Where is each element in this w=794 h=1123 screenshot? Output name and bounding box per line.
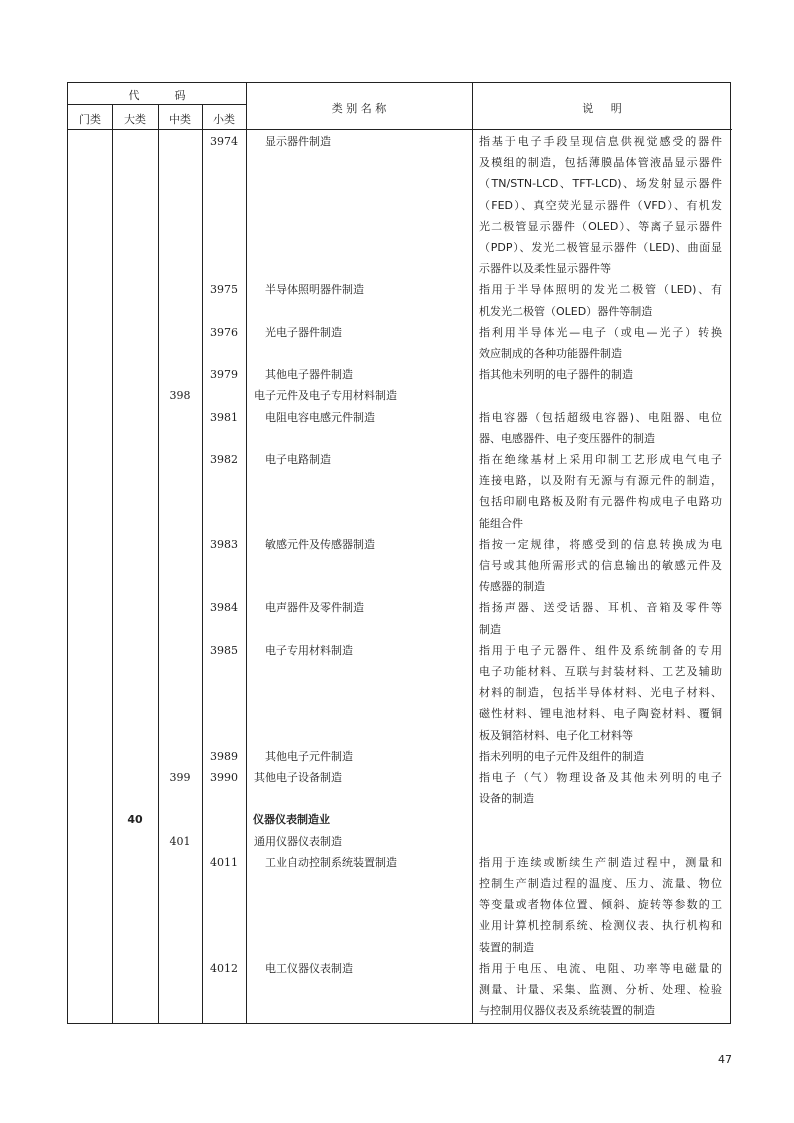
row-category-name: 工业自动控制系统装置制造 bbox=[265, 855, 397, 869]
row-description bbox=[479, 131, 722, 279]
row-xiao-code: 3985 bbox=[210, 643, 238, 657]
header-divider bbox=[68, 104, 246, 105]
description-line: 指用于电压、电流、电阻、功率等电磁量的 bbox=[479, 961, 722, 975]
description-line: 指利用半导体光—电子（或电—光子）转换 bbox=[479, 325, 722, 339]
row-category-name: 电声器件及零件制造 bbox=[265, 601, 364, 615]
description-line: 传感器的制造 bbox=[479, 580, 545, 594]
row-category-name: 其他电子器件制造 bbox=[265, 368, 353, 382]
row-xiao-code: 3975 bbox=[210, 283, 238, 297]
row-description bbox=[479, 640, 722, 746]
header-code: 代 码 bbox=[128, 89, 186, 102]
col-divider bbox=[202, 105, 203, 1023]
description-line: 装置的制造 bbox=[479, 940, 534, 954]
description-line: （TN/STN-LCD、TFT-LCD)、场发射显示器件 bbox=[479, 177, 722, 191]
row-description bbox=[479, 322, 722, 364]
description-line: 电子功能材料、互联与封装材料、工艺及辅助 bbox=[479, 664, 722, 678]
description-line: 连接电路，以及附有无源与有源元件的制造， bbox=[479, 474, 722, 488]
row-description bbox=[479, 767, 722, 809]
row-category-name: 显示器件制造 bbox=[265, 135, 331, 148]
row-description bbox=[479, 597, 722, 639]
description-line: 效应制成的各种功能器件制造 bbox=[479, 346, 622, 360]
description-line: 板及铜箔材料、电子化工材料等 bbox=[479, 728, 633, 742]
row-description bbox=[479, 449, 722, 534]
row-category-name: 电子元件及电子专用材料制造 bbox=[254, 389, 397, 403]
col-divider bbox=[112, 105, 113, 1023]
row-category-name: 其他电子元件制造 bbox=[265, 749, 353, 763]
row-category-name: 电工仪器仪表制造 bbox=[265, 961, 353, 975]
header-da: 大类 bbox=[124, 113, 146, 126]
row-xiao-code: 3982 bbox=[210, 453, 238, 466]
row-da-code: 40 bbox=[127, 813, 143, 827]
row-xiao-code: 3981 bbox=[210, 410, 238, 424]
row-category-name: 通用仪器仪表制造 bbox=[254, 834, 342, 848]
description-line: 包括印刷电路板及附有元器件构成电子电路功 bbox=[479, 495, 722, 509]
row-xiao-code: 3974 bbox=[210, 135, 238, 148]
description-line: 信号或其他所需形式的信息输出的敏感元件及 bbox=[479, 558, 722, 572]
header-men: 门类 bbox=[79, 113, 101, 126]
row-zhong-code: 399 bbox=[169, 771, 191, 784]
header-desc: 说 明 bbox=[582, 102, 622, 115]
row-xiao-code: 4011 bbox=[210, 855, 238, 869]
row-xiao-code: 3990 bbox=[210, 771, 238, 784]
description-line: 指按一定规律，将感受到的信息转换成为电 bbox=[479, 537, 722, 551]
description-line: 指用于半导体照明的发光二极管（LED)、有 bbox=[479, 283, 722, 297]
header-bottom bbox=[68, 129, 732, 130]
row-xiao-code: 4012 bbox=[210, 961, 238, 975]
row-category-name: 其他电子设备制造 bbox=[254, 771, 342, 784]
description-line: 制造 bbox=[479, 622, 501, 636]
row-xiao-code: 3984 bbox=[210, 601, 238, 615]
row-category-name: 光电子器件制造 bbox=[265, 325, 342, 339]
description-line: 等变量或者物体位置、倾斜、旋转等参数的工 bbox=[479, 898, 722, 912]
description-line: 指电子（气）物理设备及其他未列明的电子 bbox=[479, 771, 722, 784]
description-line: （PDP）、发光二极管显示器件（LED)、曲面显 bbox=[479, 240, 722, 254]
row-description bbox=[479, 279, 722, 321]
row-description bbox=[479, 852, 722, 958]
row-category-name: 电子电路制造 bbox=[265, 453, 331, 466]
row-description bbox=[479, 958, 722, 1022]
col-divider bbox=[158, 105, 159, 1023]
description-line: 设备的制造 bbox=[479, 792, 534, 806]
header-zhong: 中类 bbox=[169, 113, 191, 126]
description-line: 业用计算机控制系统、检测仪表、执行机构和 bbox=[479, 919, 722, 933]
description-line: 指未列明的电子元件及组件的制造 bbox=[479, 749, 644, 763]
row-description bbox=[479, 407, 722, 449]
row-zhong-code: 401 bbox=[169, 834, 191, 848]
description-line: 指扬声器、送受话器、耳机、音箱及零件等 bbox=[479, 601, 722, 615]
col-divider bbox=[472, 83, 473, 1023]
description-line: 控制生产制造过程的温度、压力、流量、物位 bbox=[479, 876, 722, 890]
description-line: 器、电感器件、电子变压器件的制造 bbox=[479, 431, 655, 445]
header-xiao: 小类 bbox=[213, 113, 235, 126]
description-line: （FED）、真空荧光显示器件（VFD）、有机发 bbox=[479, 198, 722, 212]
row-description bbox=[479, 534, 722, 598]
description-line: 指基于电子手段呈现信息供视觉感受的器件 bbox=[479, 135, 722, 148]
header-name: 类 别 名 称 bbox=[331, 102, 387, 115]
row-xiao-code: 3989 bbox=[210, 749, 238, 763]
description-line: 示器件以及柔性显示器件等 bbox=[479, 262, 611, 276]
row-xiao-code: 3983 bbox=[210, 537, 238, 551]
row-xiao-code: 3976 bbox=[210, 325, 238, 339]
row-xiao-code: 3979 bbox=[210, 368, 238, 382]
row-category-name: 电子专用材料制造 bbox=[265, 643, 353, 657]
description-line: 指其他未列明的电子器件的制造 bbox=[479, 368, 633, 382]
description-line: 指用于电子元器件、组件及系统制备的专用 bbox=[479, 643, 722, 657]
row-description bbox=[479, 746, 722, 767]
description-line: 指电容器（包括超级电容器)、电阻器、电位 bbox=[479, 410, 722, 424]
description-line: 磁性材料、锂电池材料、电子陶瓷材料、覆铜 bbox=[479, 707, 722, 721]
row-category-name: 仪器仪表制造业 bbox=[253, 813, 330, 827]
description-line: 与控制用仪器仪表及系统装置的制造 bbox=[479, 1004, 655, 1018]
description-line: 测量、计量、采集、监测、分析、处理、检验 bbox=[479, 982, 722, 996]
description-line: 机发光二极管（OLED）器件等制造 bbox=[479, 304, 653, 318]
description-line: 指用于连续或断续生产制造过程中，测量和 bbox=[479, 855, 722, 869]
classification-table bbox=[67, 82, 731, 1024]
row-zhong-code: 398 bbox=[169, 389, 191, 403]
description-line: 能组合件 bbox=[479, 516, 523, 530]
description-line: 及模组的制造，包括薄膜晶体管液晶显示器件 bbox=[479, 156, 722, 170]
row-category-name: 敏感元件及传感器制造 bbox=[265, 537, 375, 551]
description-line: 指在绝缘基材上采用印制工艺形成电气电子 bbox=[479, 453, 722, 466]
page-number: 47 bbox=[718, 1053, 732, 1066]
description-line: 光二极管显示器件（OLED）、等离子显示器件 bbox=[479, 219, 722, 233]
row-category-name: 半导体照明器件制造 bbox=[265, 283, 364, 297]
description-line: 材料的制造，包括半导体材料、光电子材料、 bbox=[479, 686, 722, 700]
row-category-name: 电阻电容电感元件制造 bbox=[265, 410, 375, 424]
row-description bbox=[479, 364, 722, 385]
